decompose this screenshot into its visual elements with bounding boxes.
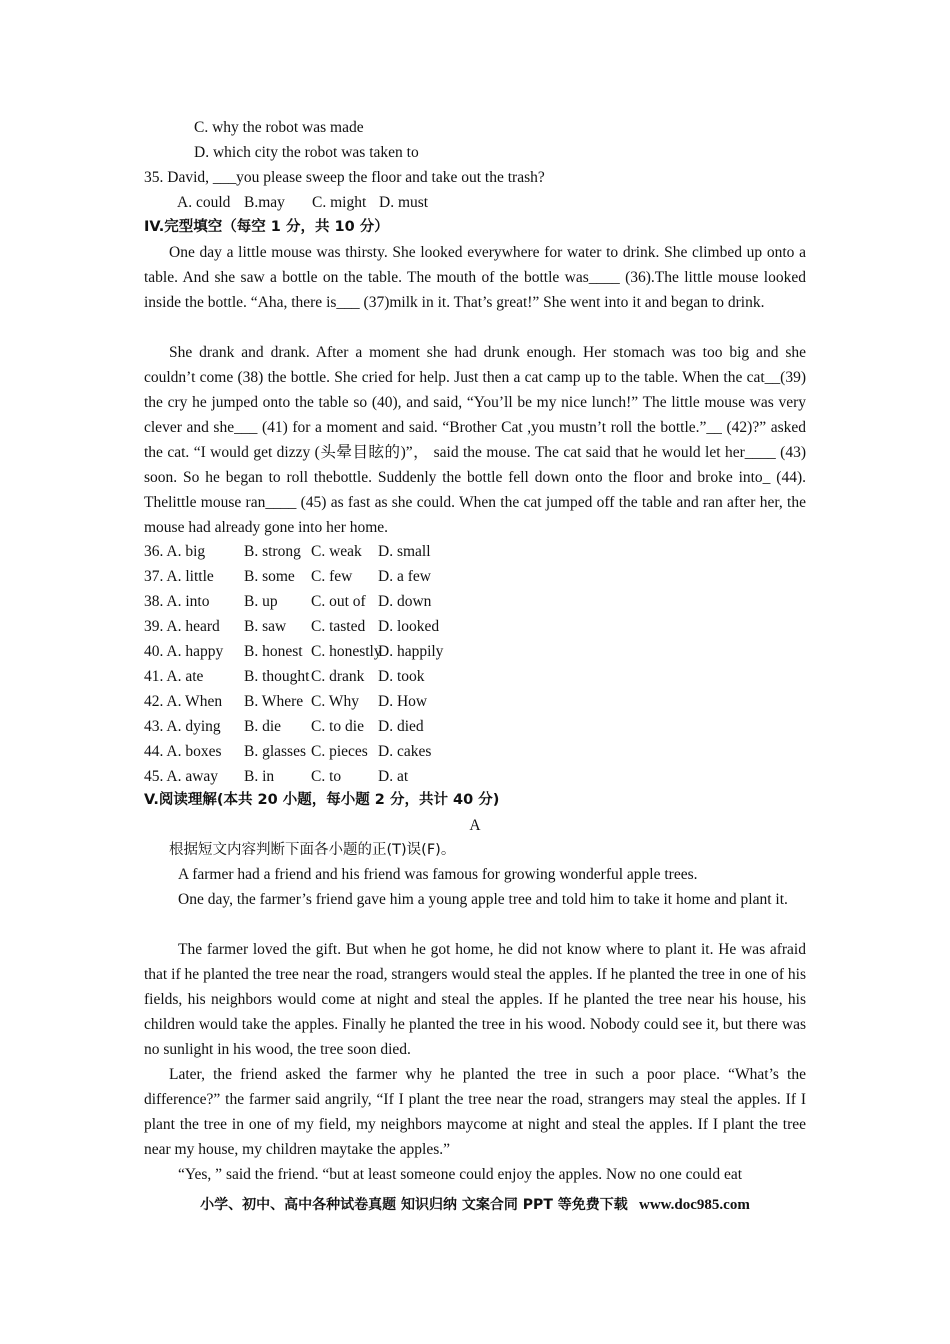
question-number-option-a: 42. A. When xyxy=(144,693,223,710)
option: C. out of xyxy=(311,593,366,610)
question-number-option-a: 38. A. into xyxy=(144,593,210,610)
option: C. to xyxy=(311,768,342,785)
option: D. looked xyxy=(378,618,440,635)
option: C. might xyxy=(312,194,367,211)
question-number-option-a: 45. A. away xyxy=(144,768,219,785)
option: D. at xyxy=(378,768,409,785)
option: A. could xyxy=(177,194,231,211)
question-number-option-a: 43. A. dying xyxy=(144,718,221,735)
option: B. die xyxy=(244,718,282,735)
section-heading: IV.完型填空（每空 1 分，共 10 分） xyxy=(144,219,389,235)
question-number-option-a: 36. A. big xyxy=(144,543,206,560)
question-number-option-a: 39. A. heard xyxy=(144,618,220,635)
part-label: A xyxy=(469,817,481,834)
option: D. small xyxy=(378,543,431,560)
option: D. How xyxy=(378,693,428,710)
cloze-paragraph-1: One day a little mouse was thirsty. She looked everywhere for water to drink. She climbed up onto a table. And she saw a bottle on the table. The mouth of the bottle was____ (36).The little mouse looked inside the bottle. “Aha, there is___ (37)milk in it. That’s great!” She went into it and began to drink. xyxy=(144,244,806,311)
cloze-paragraph-2: She drank and drank. After a moment she had drunk enough. Her stomach was too big and she couldn’t come (38) the bottle. She cried for help. Just then a cat camp up to the table. When the cat__(39) the cry he jumped onto the table so (40), and said, “You’ll be my nice lunch!” The little mouse was very clever and she___ (41) for a moment and said. “Brother Cat ,you mustn’t roll the bottle.”__ (42)?” asked the cat. “I would get dizzy (头晕目眩的)”， said the mouse. The cat said that he would let her____ (43) soon. So he began to roll thebottle. Suddenly the bottle fell down onto the floor and broke into_ (44). Thelittle mouse ran____ (45) as fast as she could. When the cat jumped off the table and ran after her, the mouse had already gone into her home. xyxy=(144,344,806,536)
option: B. saw xyxy=(244,618,287,635)
option: B.may xyxy=(244,194,285,211)
option: B. honest xyxy=(244,643,303,660)
option: B. strong xyxy=(244,543,301,560)
question-number-option-a: 40. A. happy xyxy=(144,643,224,660)
q35-stem: 35. David, ___you please sweep the floor and take out the trash? xyxy=(144,169,545,186)
option: D. died xyxy=(378,718,424,735)
option: B. up xyxy=(244,593,278,610)
footer-url[interactable]: www.doc985.com xyxy=(639,1197,750,1213)
reading-paragraph: “Yes, ” said the friend. “but at least someone could enjoy the apples. Now no one could eat xyxy=(178,1166,743,1183)
option: C. tasted xyxy=(311,618,366,635)
option: C. honestly xyxy=(311,643,382,660)
option: B. Where xyxy=(244,693,304,710)
reading-paragraph: Later, the friend asked the farmer why he planted the tree in such a poor place. “What’s the difference?” the farmer said angrily, “If I plant the tree near the road, strangers may steal the apples. If I plant the tree in one of my field, my neighbors maycome at night and steal the apples. If I plant the tree near my house, my children maytake the apples.” xyxy=(144,1066,806,1158)
question-number-option-a: 37. A. little xyxy=(144,568,214,585)
footer-text: 小学、初中、高中各种试卷真题 知识归纳 文案合同 PPT 等免费下载 xyxy=(200,1197,628,1213)
reading-paragraph: One day, the farmer’s friend gave him a young apple tree and told him to take it home and plant it. xyxy=(178,891,788,908)
option: D. happily xyxy=(378,643,444,660)
instruction: 根据短文内容判断下面各小题的正(T)误(F)。 xyxy=(169,842,456,858)
question-number-option-a: 44. A. boxes xyxy=(144,743,222,760)
option: D. cakes xyxy=(378,743,432,760)
reading-paragraph: The farmer loved the gift. But when he got home, he did not know where to plant it. He was afraid that if he planted the tree near the road, strangers would steal the apples. If he planted the tree in one of his fields, his neighbors would come at night and steal the apples. If he planted the tree near his house, his children would take the apples. Finally he planted the tree in his wood. Nobody could see it, but there was no sunlight in his wood, the tree soon died. xyxy=(144,941,806,1058)
option: B. some xyxy=(244,568,295,585)
q34-option-c: C. why the robot was made xyxy=(194,119,364,136)
option: C. pieces xyxy=(311,743,368,760)
q35-options xyxy=(177,190,839,215)
option: D. down xyxy=(378,593,432,610)
option: C. few xyxy=(311,568,353,585)
option: C. weak xyxy=(311,543,362,560)
option: C. to die xyxy=(311,718,364,735)
section-heading: V.阅读理解(本共 20 小题，每小题 2 分，共计 40 分) xyxy=(144,792,500,808)
option: C. drank xyxy=(311,668,365,685)
question-number-option-a: 41. A. ate xyxy=(144,668,204,685)
option: C. Why xyxy=(311,693,359,710)
q34-option-d: D. which city the robot was taken to xyxy=(194,144,419,161)
option: D. took xyxy=(378,668,425,685)
footer xyxy=(0,1194,950,1214)
option: B. glasses xyxy=(244,743,306,760)
option: D. must xyxy=(379,194,429,211)
reading-paragraph: A farmer had a friend and his friend was famous for growing wonderful apple trees. xyxy=(178,866,698,883)
option: D. a few xyxy=(378,568,431,585)
option: B. in xyxy=(244,768,275,785)
option: B. thought xyxy=(244,668,310,685)
